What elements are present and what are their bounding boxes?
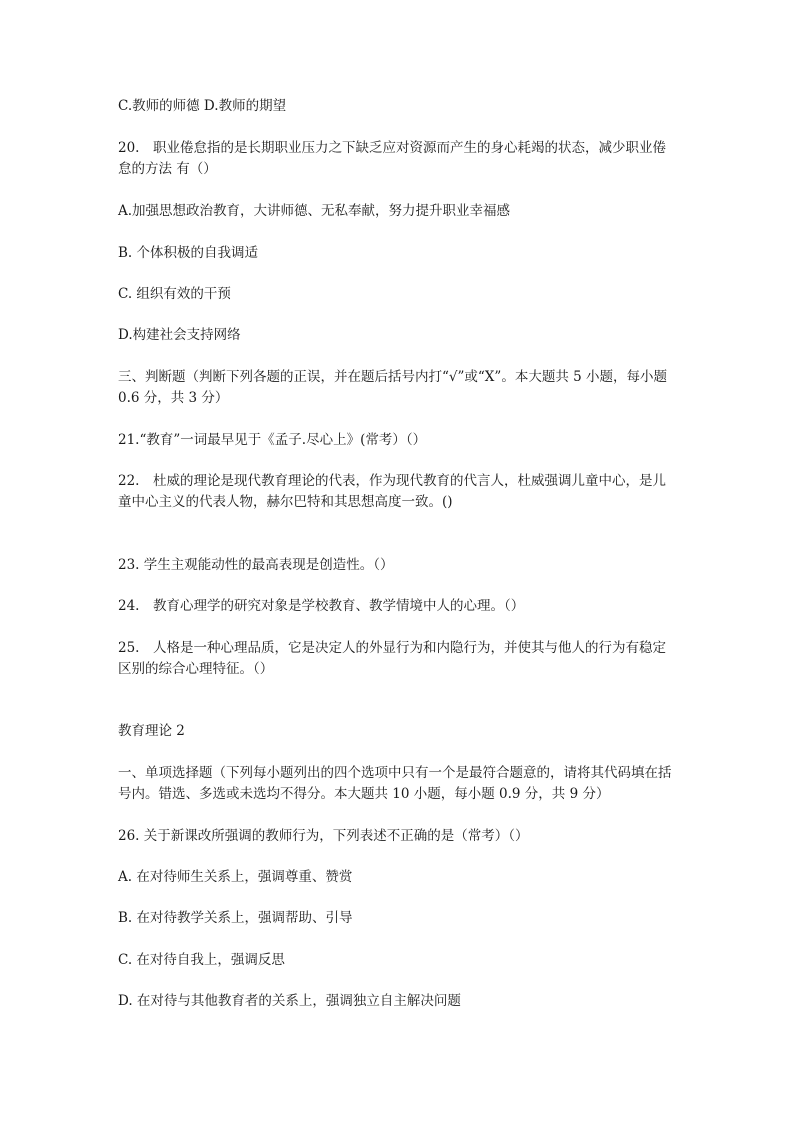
- section-heading-single-choice: 一、单项选择题（下列每小题列出的四个选项中只有一个是最符合题意的，请将其代码填在括号内。错选、多选或未选均不得分。本大题共 10 小题，每小题 0.9 分，共 9 分）: [118, 765, 672, 802]
- question-26: 26. 关于新课改所强调的教师行为，下列表述不正确的是（常考）（）: [118, 828, 529, 844]
- question-20: 20. 职业倦怠指的是长期职业压力之下缺乏应对资源而产生的身心耗竭的状态，减少职业倦怠的方法 有（）: [118, 140, 666, 177]
- question-20-option-b: B. 个体积极的自我调适: [118, 245, 259, 261]
- question-26-option-a: A. 在对待师生关系上，强调尊重、赞赏: [118, 869, 353, 885]
- question-26-option-c: C. 在对待自我上，强调反思: [118, 952, 285, 968]
- question-20-option-d: D.构建社会支持网络: [118, 327, 241, 343]
- question-20-option-a: A.加强思想政治教育，大讲师德、无私奉献，努力提升职业幸福感: [118, 203, 511, 219]
- question-26-option-b: B. 在对待教学关系上，强调帮助、引导: [118, 910, 353, 926]
- question-25: 25. 人格是一种心理品质，它是决定人的外显行为和内隐行为，并使其与他人的行为有稳定区别的综合心理特征。（）: [118, 640, 666, 677]
- question-23: 23. 学生主观能动性的最高表现是创造性。（）: [118, 557, 394, 573]
- question-24: 24. 教育心理学的研究对象是学校教育、教学情境中人的心理。（）: [118, 598, 525, 614]
- section-title-theory-2: 教育理论 2: [118, 723, 185, 739]
- question-22: 22. 杜威的理论是现代教育理论的代表，作为现代教育的代言人，杜威强调儿童中心，是儿童中心主义的代表人物，赫尔巴特和其思想高度一致。(): [118, 473, 666, 510]
- question-20-option-c: C. 组织有效的干预: [118, 286, 231, 302]
- question-26-option-d: D. 在对待与其他教育者的关系上，强调独立自主解决问题: [118, 993, 461, 1009]
- option-c-d-line: C.教师的师德 D.教师的期望: [118, 98, 287, 114]
- question-21: 21.“教育”一词最早见于《孟子.尽心上》(常考）（）: [118, 432, 427, 448]
- section-heading-true-false: 三、判断题（判断下列各题的正误，并在题后括号内打“√”或“X”。本大题共 5 小题，每小题 0.6 分，共 3 分）: [118, 369, 667, 406]
